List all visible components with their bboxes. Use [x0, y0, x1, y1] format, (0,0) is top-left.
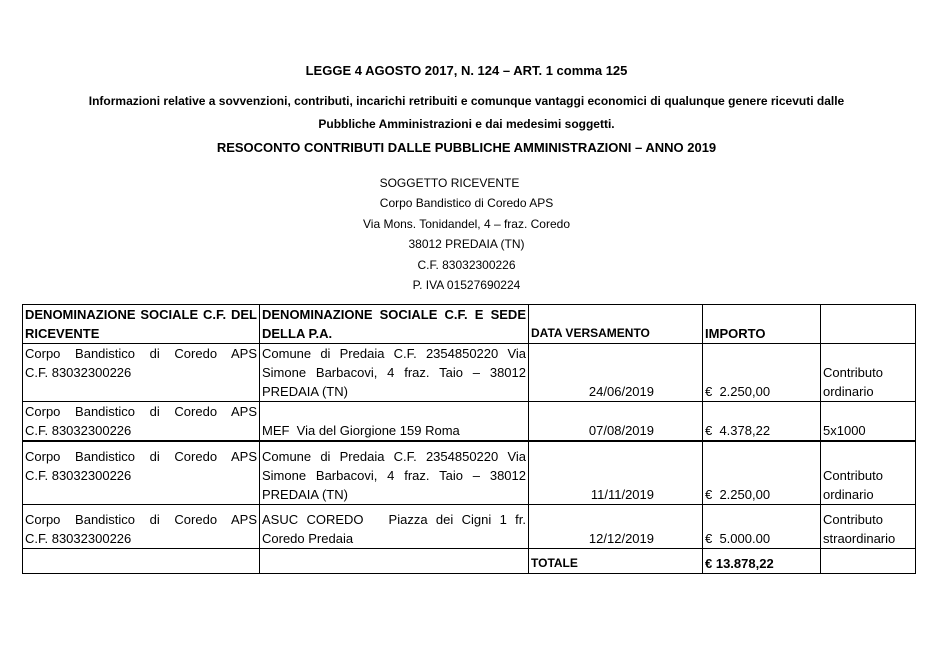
table-row	[23, 344, 916, 402]
recipient-block	[0, 173, 933, 295]
cell-date: 11/11/2019	[529, 441, 703, 504]
cell-amount: € 2.250,00	[703, 344, 821, 402]
recipient-city: 38012 PREDAIA (TN)	[408, 237, 525, 252]
cell-amount: € 2.250,00	[703, 441, 821, 504]
cell-pa: MEF Via del Giorgione 159 Roma	[260, 402, 529, 442]
cell-pa: ASUC COREDO Piazza dei Cigni 1 fr. Coredo Predaia	[260, 504, 529, 548]
recipient-label: SOGGETTO RICEVENTE	[379, 176, 520, 190]
cell-amount: € 5.000.00	[703, 504, 821, 548]
table-row	[23, 402, 916, 442]
cell-amount: € 4.378,22	[703, 402, 821, 442]
total-row	[23, 548, 916, 573]
cell-recipient: Corpo Bandistico di Coredo APS C.F. 83032300226	[23, 441, 260, 504]
header-date: DATA VERSAMENTO	[529, 305, 703, 344]
cell-type: Contributo ordinario	[821, 344, 916, 402]
header-recipient: DENOMINAZIONE SOCIALE C.F. DEL RICEVENTE	[23, 305, 260, 344]
header-pa: DENOMINAZIONE SOCIALE C.F. E SEDE DELLA P.A.	[260, 305, 529, 344]
info-line-1: Informazioni relative a sovvenzioni, contributi, incarichi retribuiti e comunque vantaggi economici di qualunque genere ricevuti dalle	[88, 94, 845, 108]
recipient-cf: C.F. 83032300226	[417, 257, 516, 272]
cell-empty	[821, 548, 916, 573]
cell-type: Contributo ordinario	[821, 441, 916, 504]
cell-empty	[23, 548, 260, 573]
cell-pa: Comune di Predaia C.F. 2354850220 Via Simone Barbacovi, 4 fraz. Taio – 38012 PREDAIA (TN)	[260, 344, 529, 402]
cell-recipient: Corpo Bandistico di Coredo APS C.F. 83032300226	[23, 344, 260, 402]
cell-recipient: Corpo Bandistico di Coredo APS C.F. 83032300226	[23, 402, 260, 442]
cell-empty	[260, 548, 529, 573]
recipient-address: Via Mons. Tonidandel, 4 – fraz. Coredo	[362, 216, 571, 231]
table-row	[23, 504, 916, 548]
recipient-piva: P. IVA 01527690224	[412, 277, 521, 292]
header-type	[821, 305, 916, 344]
cell-date: 24/06/2019	[529, 344, 703, 402]
table-header-row	[23, 305, 916, 344]
contributions-table	[22, 304, 916, 574]
cell-recipient: Corpo Bandistico di Coredo APS C.F. 83032300226	[23, 504, 260, 548]
table-row	[23, 441, 916, 504]
info-line-2: Pubbliche Amministrazioni e dai medesimi soggetti.	[318, 117, 615, 131]
total-amount: € 13.878,22	[703, 548, 821, 573]
total-label: TOTALE	[529, 548, 703, 573]
cell-type: Contributo straordinario	[821, 504, 916, 548]
cell-pa: Comune di Predaia C.F. 2354850220 Via Simone Barbacovi, 4 fraz. Taio – 38012 PREDAIA (TN)	[260, 441, 529, 504]
cell-date: 12/12/2019	[529, 504, 703, 548]
recipient-name: Corpo Bandistico di Coredo APS	[379, 196, 554, 211]
law-title: LEGGE 4 AGOSTO 2017, N. 124 – ART. 1 comma 125	[305, 63, 628, 78]
cell-type: 5x1000	[821, 402, 916, 442]
header-amount: IMPORTO	[703, 305, 821, 344]
report-title: RESOCONTO CONTRIBUTI DALLE PUBBLICHE AMMINISTRAZIONI – ANNO 2019	[216, 140, 717, 155]
cell-date: 07/08/2019	[529, 402, 703, 442]
